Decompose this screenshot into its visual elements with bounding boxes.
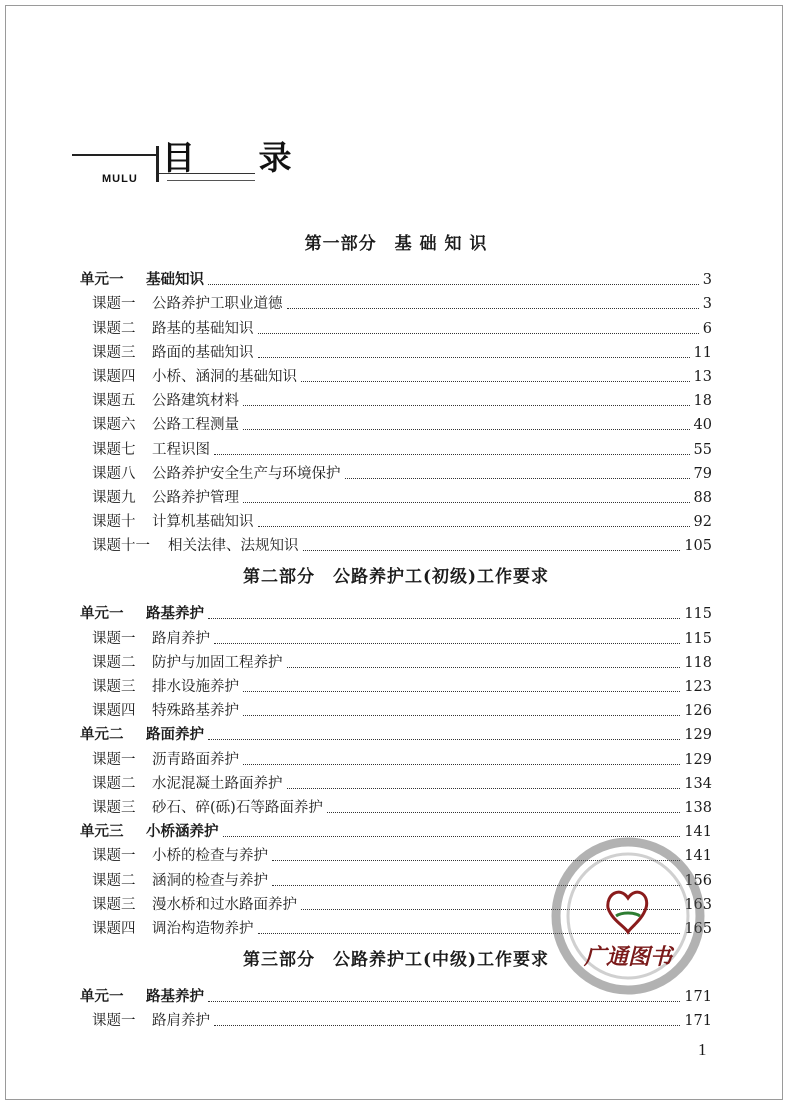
page-ref: 92 [693, 514, 712, 531]
page-ref: 40 [693, 417, 712, 434]
stamp-text: 广通图书 [583, 945, 673, 970]
page-ref: 3 [702, 272, 712, 289]
page-ref: 129 [684, 727, 712, 744]
unit-label: 单元一 [80, 605, 124, 623]
lesson-label: 课题四 [92, 368, 136, 385]
lesson-label: 课题三 [92, 679, 136, 695]
lesson-name: 路肩养护 [152, 630, 210, 647]
lesson-name: 涵洞的检查与养护 [152, 872, 268, 889]
stamp-emblem-icon [608, 892, 647, 932]
page-ref: 138 [684, 799, 712, 816]
unit-label: 单元一 [80, 988, 124, 1006]
header-rule [72, 154, 156, 156]
lesson-name: 防护与加固工程养护 [152, 654, 283, 671]
toc-lesson-row[interactable] [80, 649, 712, 673]
page-ref: 55 [693, 441, 712, 458]
toc-lesson-row[interactable] [80, 508, 712, 532]
toc-lesson-row[interactable] [80, 770, 712, 794]
unit-name: 小桥涵养护 [146, 823, 219, 841]
dot-leader [243, 501, 690, 503]
page-ref: 115 [684, 630, 712, 647]
page-ref: 18 [693, 393, 712, 410]
toc-lesson-row[interactable] [80, 339, 712, 363]
lesson-label: 课题四 [92, 703, 136, 720]
lesson-name: 水泥混凝土路面养护 [152, 775, 283, 792]
lesson-name: 公路工程测量 [152, 417, 239, 434]
lesson-label: 课题四 [92, 920, 136, 937]
dot-leader [287, 787, 681, 789]
lesson-label: 课题三 [92, 344, 136, 361]
lesson-label: 课题二 [92, 320, 136, 337]
toc-lesson-row[interactable] [80, 460, 712, 484]
toc-lesson-row[interactable] [80, 794, 712, 818]
toc-lesson-row[interactable] [80, 673, 712, 697]
lesson-label: 课题六 [92, 417, 136, 434]
dot-leader [301, 380, 690, 382]
toc-lesson-row[interactable] [80, 314, 712, 338]
toc-lesson-row[interactable] [80, 624, 712, 648]
lesson-label: 课题三 [92, 896, 136, 913]
page-ref: 141 [684, 848, 712, 865]
page-ref: 3 [702, 296, 712, 313]
dot-leader [345, 477, 690, 479]
page-ref: 141 [684, 824, 712, 841]
lesson-label: 课题八 [92, 465, 136, 482]
toc-lesson-row[interactable] [80, 745, 712, 769]
lesson-name: 路肩养护 [152, 1013, 210, 1030]
lesson-name: 沥青路面养护 [152, 751, 239, 768]
lesson-name: 工程识图 [152, 441, 210, 458]
lesson-label: 课题一 [92, 1013, 136, 1030]
page-ref: 123 [684, 679, 712, 695]
lesson-label: 课题五 [92, 393, 136, 410]
dot-leader [258, 356, 690, 358]
lesson-name: 相关法律、法规知识 [168, 538, 299, 555]
dot-leader [303, 549, 681, 551]
dot-leader [208, 617, 680, 619]
page-ref: 11 [693, 344, 712, 361]
unit-name: 路面养护 [146, 726, 204, 744]
header-bar [156, 146, 159, 182]
page-ref: 79 [693, 465, 712, 482]
page-ref: 105 [684, 538, 712, 555]
page-ref: 126 [684, 703, 712, 720]
page-ref: 88 [693, 489, 712, 506]
toc-lesson-row[interactable] [80, 532, 712, 556]
lesson-label: 课题二 [92, 872, 136, 889]
lesson-name: 小桥的检查与养护 [152, 848, 268, 865]
toc-unit-row[interactable] [80, 721, 712, 745]
lesson-label: 课题一 [92, 848, 136, 865]
page-ref: 163 [684, 896, 712, 913]
unit-name: 路基养护 [146, 605, 204, 623]
dot-leader [287, 666, 681, 668]
toc-lesson-row[interactable] [80, 484, 712, 508]
page-ref: 156 [684, 872, 712, 889]
unit-name: 路基养护 [146, 988, 204, 1006]
toc-lesson-row[interactable] [80, 387, 712, 411]
unit-label: 单元二 [80, 726, 124, 744]
lesson-name: 计算机基础知识 [152, 514, 254, 531]
dot-leader [214, 453, 690, 455]
page-ref: 171 [684, 989, 712, 1006]
page-ref: 129 [684, 751, 712, 768]
lesson-name: 调治构造物养护 [152, 920, 254, 937]
dot-leader [258, 525, 690, 527]
dot-leader [208, 283, 699, 285]
lesson-name: 路基的基础知识 [152, 320, 254, 337]
header-rule [167, 180, 255, 181]
lesson-name: 特殊路基养护 [152, 703, 239, 720]
page-title: 目 录 [162, 138, 318, 177]
lesson-name: 公路养护工职业道德 [152, 296, 283, 313]
toc-lesson-row[interactable] [80, 435, 712, 459]
lesson-name: 公路建筑材料 [152, 393, 239, 410]
lesson-label: 课题一 [92, 630, 136, 647]
dot-leader [258, 332, 699, 334]
page-ref: 134 [684, 775, 712, 792]
page-ref: 6 [702, 320, 712, 337]
page-ref: 13 [693, 368, 712, 385]
toc-unit-row[interactable] [80, 266, 712, 290]
lesson-label: 课题七 [92, 441, 136, 458]
lesson-label: 课题九 [92, 489, 136, 506]
lesson-label: 课题一 [92, 296, 136, 313]
part-title: 第一部分 基 础 知 识 [304, 234, 488, 254]
dot-leader [243, 763, 680, 765]
page-ref: 115 [684, 606, 712, 623]
toc-lesson-row[interactable] [80, 1007, 712, 1031]
lesson-name: 公路养护安全生产与环境保护 [152, 465, 341, 482]
lesson-name: 小桥、涵洞的基础知识 [152, 368, 297, 385]
lesson-name: 路面的基础知识 [152, 344, 254, 361]
part-title: 第三部分 公路养护工(中级)工作要求 [242, 949, 550, 970]
page-ref: 171 [684, 1013, 712, 1030]
dot-leader [287, 307, 699, 309]
unit-label: 单元三 [80, 823, 124, 841]
dot-leader [243, 714, 680, 716]
dot-leader [214, 1024, 680, 1026]
dot-leader [243, 404, 690, 406]
publisher-stamp [548, 836, 706, 996]
dot-leader [243, 690, 680, 692]
dot-leader [327, 811, 680, 813]
lesson-label: 课题二 [92, 775, 136, 792]
page-number: 1 [698, 1040, 707, 1059]
dot-leader [214, 642, 680, 644]
page-subtitle: MULU [102, 173, 138, 185]
part-title: 第二部分 公路养护工(初级)工作要求 [242, 567, 550, 588]
toc-lesson-row[interactable] [80, 411, 712, 435]
toc-header [0, 0, 790, 200]
lesson-label: 课题三 [92, 799, 136, 816]
lesson-label: 课题一 [92, 751, 136, 768]
toc-unit-row[interactable] [80, 600, 712, 624]
lesson-name: 排水设施养护 [152, 679, 239, 695]
lesson-name: 公路养护管理 [152, 489, 239, 506]
toc-lesson-row[interactable] [80, 363, 712, 387]
toc-lesson-row[interactable] [80, 697, 712, 721]
unit-label: 单元一 [80, 271, 124, 289]
lesson-label: 课题二 [92, 654, 136, 671]
page-ref: 165 [684, 920, 712, 937]
dot-leader [208, 738, 680, 740]
dot-leader [208, 1000, 680, 1002]
lesson-label: 课题十 [92, 514, 136, 531]
toc-lesson-row[interactable] [80, 290, 712, 314]
lesson-name: 砂石、碎(砾)石等路面养护 [152, 799, 323, 816]
lesson-label: 课题十一 [92, 538, 150, 555]
dot-leader [243, 428, 690, 430]
lesson-name: 漫水桥和过水路面养护 [152, 896, 297, 913]
page-ref: 118 [684, 654, 712, 671]
unit-name: 基础知识 [146, 271, 204, 289]
